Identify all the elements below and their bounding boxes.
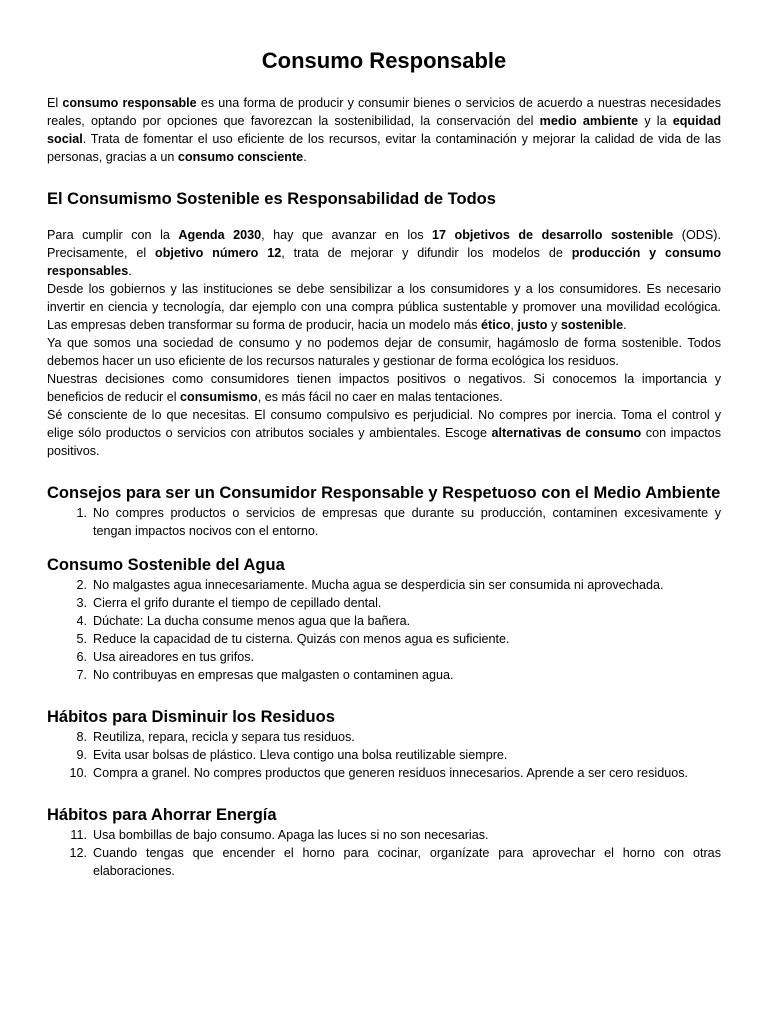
section-heading-residuos: Hábitos para Disminuir los Residuos (47, 708, 335, 726)
list-item (47, 612, 721, 630)
text-run: Para cumplir con la (47, 228, 179, 242)
paragraph-sociedad-consumo (47, 334, 721, 370)
bold-text-run: alternativas de consumo (491, 426, 642, 440)
text-run: . (303, 150, 307, 164)
text-run: , hay que avanzar en los (261, 228, 433, 242)
text-run: (ODS). Precisamente, el (47, 228, 721, 260)
list-item-number: 9. (76, 748, 87, 762)
text-run: . (128, 264, 132, 278)
list-item (47, 746, 721, 764)
list-item-number: 4. (76, 614, 87, 628)
text-run: con impactos positivos. (47, 426, 721, 458)
section-heading-responsabilidad: El Consumismo Sostenible es Responsabilidad de Todos (47, 190, 496, 208)
bold-text-run: equidad social (47, 114, 722, 146)
paragraph-gobiernos (47, 280, 721, 334)
paragraph-consciente (47, 406, 721, 460)
text-run: , (510, 318, 518, 332)
document-title: Consumo Responsable (261, 48, 507, 73)
intro-paragraph (47, 94, 721, 166)
text-run: Sé consciente de lo que necesitas. El consumo compulsivo es perjudicial. No compres por inercia. Toma el control y elige sólo productos o servicios con atributos sociales y ambientales. Escoge (47, 408, 721, 440)
bold-text-run: Agenda 2030 (178, 228, 262, 242)
section-heading-consejos: Consejos para ser un Consumidor Responsable y Respetuoso con el Medio Ambiente (47, 484, 721, 502)
text-run: es una forma de producir y consumir bienes o servicios de acuerdo a nuestras necesidades reales, optando por opciones que favorezcan la sostenibilidad, la conservación del (47, 96, 721, 128)
list-consejos (47, 504, 721, 540)
list-item-number: 12. (69, 846, 87, 860)
list-item-number: 1. (76, 506, 87, 520)
bold-text-run: 17 objetivos de desarrollo sostenible (432, 228, 674, 242)
bold-text-run: justo (517, 318, 548, 332)
list-item-text: Evita usar bolsas de plástico. Lleva contigo una bolsa reutilizable siempre. (93, 748, 508, 762)
bold-text-run: medio ambiente (539, 114, 639, 128)
text-run: , es más fácil no caer en malas tentaciones. (257, 390, 503, 404)
list-item (47, 844, 721, 880)
list-item (47, 594, 721, 612)
text-run: Desde los gobiernos y las instituciones se debe sensibilizar a los consumidores y a los consumidores. Es necesario invertir en ciencia y tecnología, dar ejemplo con una compra pública sustentable y promover una movilidad ecológica. Las empresas deben transformar su forma de producir, hacia un modelo más (47, 282, 721, 332)
list-item (47, 826, 721, 844)
bold-text-run: objetivo número 12 (155, 246, 282, 260)
list-residuos (47, 728, 721, 782)
list-item-number: 6. (76, 650, 87, 664)
text-run: , trata de mejorar y difundir los modelos de (281, 246, 572, 260)
list-item (47, 666, 721, 684)
list-item (47, 630, 721, 648)
list-item-text: Usa bombillas de bajo consumo. Apaga las luces si no son necesarias. (93, 828, 489, 842)
list-item-text: Cierra el grifo durante el tiempo de cepillado dental. (93, 596, 382, 610)
paragraph-agenda-2030 (47, 226, 721, 280)
text-run: . (623, 318, 627, 332)
text-run: y la (638, 114, 673, 128)
section-body-responsabilidad (47, 226, 721, 460)
text-run: y (547, 318, 561, 332)
bold-text-run: consumo consciente (177, 150, 304, 164)
list-energia (47, 826, 721, 880)
text-run: Ya que somos una sociedad de consumo y no podemos dejar de consumir, hagámoslo de forma sostenible. Todos debemos hacer un uso eficiente de los recursos naturales y gestionar de forma ecológica los residuos. (47, 336, 721, 368)
paragraph-decisiones (47, 370, 721, 406)
bold-text-run: producción y consumo responsables (47, 246, 722, 278)
text-run: . Trata de fomentar el uso eficiente de los recursos, evitar la contaminación y mejorar la calidad de vida de las personas, gracias a un (47, 132, 721, 164)
list-item-text: Usa aireadores en tus grifos. (93, 650, 255, 664)
list-item-number: 5. (76, 632, 87, 646)
bold-text-run: sostenible (560, 318, 624, 332)
list-item-number: 3. (76, 596, 87, 610)
bold-text-run: consumo responsable (62, 96, 197, 110)
list-item (47, 648, 721, 666)
list-item-number: 2. (76, 578, 87, 592)
list-item-text: No malgastes agua innecesariamente. Mucha agua se desperdicia sin ser consumida ni aprovechada. (93, 578, 664, 592)
list-item-text: Compra a granel. No compres productos que generen residuos innecesarios. Aprende a ser cero residuos. (93, 766, 689, 780)
section-heading-agua: Consumo Sostenible del Agua (47, 556, 285, 574)
list-item-number: 11. (70, 828, 87, 842)
list-item-text: Cuando tengas que encender el horno para cocinar, organízate para aprovechar el horno con otras elaboraciones. (93, 846, 721, 878)
bold-text-run: consumismo (180, 390, 258, 404)
list-item-number: 7. (76, 668, 87, 682)
list-item-number: 10. (69, 766, 87, 780)
list-agua (47, 576, 721, 684)
list-item-text: Dúchate: La ducha consume menos agua que la bañera. (93, 614, 411, 628)
list-item (47, 576, 721, 594)
list-item-number: 8. (76, 730, 87, 744)
list-item (47, 764, 721, 782)
list-item-text: No contribuyas en empresas que malgasten o contaminen agua. (93, 668, 454, 682)
section-heading-energia: Hábitos para Ahorrar Energía (47, 806, 277, 824)
list-item-text: Reduce la capacidad de tu cisterna. Quizás con menos agua es suficiente. (93, 632, 510, 646)
list-item-text: No compres productos o servicios de empresas que durante su producción, contaminen excesivamente y tengan impactos nocivos con el entorno. (93, 506, 721, 538)
list-item (47, 504, 721, 540)
list-item-text: Reutiliza, repara, recicla y separa tus residuos. (93, 730, 355, 744)
list-item (47, 728, 721, 746)
bold-text-run: ético (481, 318, 511, 332)
text-run: Nuestras decisiones como consumidores tienen impactos positivos o negativos. Si conocemos la importancia y beneficios de reducir el (47, 372, 721, 404)
text-run: El (47, 96, 63, 110)
